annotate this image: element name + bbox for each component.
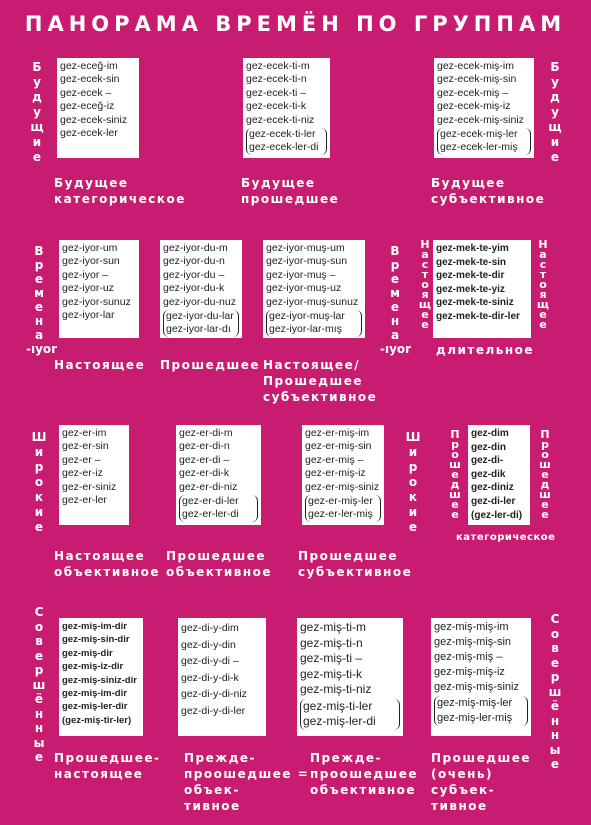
conjugation-line: gez-iyor-sunuz	[62, 295, 131, 308]
card-pluperfect	[178, 618, 266, 736]
card-future-categorical	[57, 58, 139, 158]
conjugation-line: gez-ecek-ti-niz	[246, 113, 315, 126]
conjugation-line: gez-iyor –	[62, 268, 109, 281]
conjugation-line: gez-mek-te-yim	[436, 243, 509, 254]
plural-variants-group	[266, 310, 362, 337]
card-iyor-past	[160, 240, 242, 338]
conjugation-line: gez-iyor-muş –	[266, 268, 336, 281]
conjugation-line: gez-iyor-muş-uz	[266, 282, 342, 295]
conjugation-line: gez-iyor-du-m	[163, 242, 228, 254]
conjugation-line: gez-iyor-lar-mış	[269, 323, 342, 336]
conjugation-line: gez-ecek-ler	[60, 127, 118, 140]
plural-variants-group	[434, 696, 528, 726]
conjugation-line: gez-di-y-di-ler	[181, 704, 246, 717]
card-wide-present	[59, 425, 129, 525]
label-past-present: Прошедшее- настоящее	[54, 751, 161, 781]
label-future-categorical: Будущее категорическое	[54, 176, 186, 206]
group-wide-left: Ш и р о к и е	[31, 430, 47, 534]
conjugation-line: gez-er-siniz	[62, 480, 117, 493]
group-future-left: Б у д у щ и е	[30, 60, 44, 164]
conjugation-line: gez-miş-iz-dir	[62, 661, 124, 673]
conjugation-line: gez-miş-dir	[62, 647, 113, 659]
group-present-cont-right: Н а с т о я щ е е	[536, 238, 550, 331]
conjugation-line: gez-ecek-sin	[60, 73, 120, 86]
conjugation-line: gez-ecek-miş –	[437, 86, 509, 99]
conjugation-line: gez-iyor-du –	[163, 268, 225, 281]
conjugation-line: gez-er-miş –	[305, 453, 364, 466]
conjugation-line: gez-ecek-ti-n	[246, 73, 307, 86]
plural-variants-group	[179, 495, 258, 522]
group-past-cat-left: П р о ш е д ш е е	[449, 428, 461, 521]
group-past-cat-right: П р о ш е д ш е е	[539, 428, 551, 521]
conjugation-line: gez-mek-te-sin	[436, 256, 507, 268]
conjugation-line: gez-iyor-muş-sunuz	[266, 295, 359, 308]
conjugation-line: gez-miş-miş-ler	[437, 697, 513, 709]
label-future-past: Будущее прошедшее	[241, 176, 340, 206]
conjugation-line: gez-ecek-miş-siniz	[437, 113, 524, 126]
conjugation-line: gez-iyor-um	[62, 242, 118, 254]
conjugation-line: gez-iyor-muş-sun	[266, 255, 348, 268]
card-future-subjective	[434, 58, 534, 158]
conjugation-line: gez-er-ler-di	[182, 508, 239, 521]
conjugation-line: gez-iyor-du-k	[163, 282, 225, 295]
conjugation-line: gez-miş-miş-iz	[434, 666, 505, 678]
group-wide-right: Ш и р о к и е	[405, 430, 421, 534]
label-pluperfect: Преждe- проошедшее = объек- тивное	[184, 751, 310, 813]
conjugation-line: gez-ecek-ti-k	[246, 100, 307, 113]
card-past-present	[59, 618, 143, 736]
conjugation-line: gez-er –	[62, 453, 101, 466]
conjugation-line: gez-iyor-lar-dı	[166, 323, 231, 336]
conjugation-line: gez-iyor-du-nuz	[163, 295, 236, 308]
label-wide-present: Настоящее объективное	[54, 549, 161, 579]
conjugation-line: gez-iyor-uz	[62, 282, 114, 295]
group-present-cont-left: Н а с т о я щ е е	[418, 238, 432, 331]
conjugation-line: gez-er-ler-miş	[308, 508, 373, 521]
conjugation-line: gez-miş-ler-dir	[62, 701, 128, 713]
card-past-categorical	[468, 425, 530, 525]
conjugation-line: gez-ecek –	[60, 86, 112, 99]
card-future-past	[243, 58, 330, 158]
conjugation-line: gez-dik	[471, 468, 506, 480]
conjugation-line: gez-ecek-ti –	[246, 86, 307, 99]
group-iyor-left: В р е м е н а -ıyor	[26, 244, 58, 356]
conjugation-line: gez-ecek-ti-ler	[249, 128, 316, 141]
conjugation-line: gez-iyor-muş-um	[266, 242, 345, 254]
conjugation-line: gez-er-im	[62, 427, 107, 439]
group-perfect-left: С о в е р ш ё н н ы е	[32, 605, 46, 764]
conjugation-line: gez-miş-ti-k	[300, 666, 362, 681]
conjugation-line: gez-miş-ti-ler	[303, 698, 373, 713]
card-wide-past	[176, 425, 261, 525]
conjugation-line: gez-ecek-miş-sin	[437, 73, 517, 86]
conjugation-line: gez-miş-ler-miş	[437, 712, 513, 724]
conjugation-line: gez-ecek-miş-im	[437, 60, 515, 72]
plural-variants-group	[305, 495, 381, 522]
conjugation-line: gez-ecek-ti-m	[246, 60, 310, 72]
conjugation-line: gez-er-di-ler	[182, 495, 239, 508]
plural-variants-group	[437, 128, 531, 155]
label-iyor-subjective: Настоящее/ Прошедшее субъективное	[263, 358, 378, 404]
conjugation-line: gez-iyor-du-n	[163, 255, 225, 268]
conjugation-line: gez-iyor-muş-lar	[269, 310, 345, 323]
conjugation-line: (gez-miş-tir-ler)	[62, 714, 132, 726]
conjugation-line: gez-di-y-di –	[181, 655, 239, 667]
conjugation-line: (gez-ler-di)	[471, 509, 523, 521]
label-mekte-continuous: длительное	[436, 343, 535, 357]
plural-variants-group	[163, 310, 239, 337]
card-iyor-present	[59, 240, 139, 338]
conjugation-line: gez-miş-miş –	[434, 651, 503, 663]
card-mekte-continuous	[433, 240, 531, 338]
conjugation-line: gez-er-sin	[62, 440, 109, 453]
conjugation-line: gez-er-di-m	[179, 427, 233, 439]
label-wide-past: Прошедшее объективное	[166, 549, 273, 579]
group-iyor-right: В р е м е н а -ıyor	[380, 244, 412, 356]
conjugation-line: gez-miş-miş-siniz	[434, 681, 519, 693]
conjugation-line: gez-er-miş-iz	[305, 467, 366, 480]
conjugation-line: gez-dim	[471, 428, 509, 439]
group-perfect-right: С о в е р ш ё н н ы е	[548, 612, 562, 771]
conjugation-line: gez-miş-ti-m	[300, 620, 366, 634]
conjugation-line: gez-mek-te-dir	[436, 270, 505, 282]
label-iyor-past: Прошедшее	[160, 358, 260, 372]
conjugation-line: gez-di-y-di-niz	[181, 688, 247, 700]
conjugation-line: gez-ecek-miş-iz	[437, 100, 511, 113]
conjugation-line: gez-er-di-niz	[179, 480, 238, 493]
card-iyor-subjective	[263, 240, 365, 338]
group-future-right: Б у д у щ и е	[548, 60, 562, 164]
conjugation-line: gez-ecek-miş-ler	[440, 128, 518, 141]
conjugation-line: gez-din	[471, 441, 506, 453]
card-pluperfect-objective	[297, 618, 403, 736]
conjugation-line: gez-er-di-n	[179, 440, 230, 453]
card-past-very-subjective	[431, 618, 531, 736]
conjugation-line: gez-di-y-dim	[181, 622, 239, 634]
conjugation-line: gez-iyor-sun	[62, 255, 120, 268]
conjugation-line: gez-mek-te-yiz	[436, 283, 505, 295]
label-wide-subjective: Прошедшее субъективное	[298, 549, 413, 579]
conjugation-line: gez-miş-im-dir	[62, 621, 127, 632]
card-wide-subjective	[302, 425, 384, 525]
page-title: ПАНОРАМА ВРЕМЁН ПО ГРУППАМ	[24, 12, 567, 36]
label-past-very-subjective: Прошедшее (очень) субъек- тивное	[431, 751, 531, 813]
conjugation-line: gez-eceğ-iz	[60, 100, 115, 113]
conjugation-line: gez-mek-te-siniz	[436, 297, 514, 309]
conjugation-line: gez-iyor-du-lar	[166, 310, 234, 323]
conjugation-line: gez-er-miş-siniz	[305, 480, 380, 493]
conjugation-line: gez-ecek-siniz	[60, 113, 128, 126]
conjugation-line: gez-di-	[471, 455, 504, 467]
conjugation-line: gez-mek-te-dir-ler	[436, 310, 520, 322]
conjugation-line: gez-eceğ-im	[60, 60, 118, 72]
conjugation-line: gez-er-di-k	[179, 467, 230, 480]
conjugation-line: gez-di-y-di-k	[181, 671, 239, 684]
conjugation-line: gez-diniz	[471, 482, 514, 494]
plural-variants-group	[300, 699, 400, 730]
conjugation-line: gez-er-iz	[62, 467, 103, 480]
conjugation-line: gez-iyor-lar	[62, 309, 115, 322]
conjugation-line: gez-miş-ti-niz	[300, 682, 372, 696]
label-future-subjective: Будущее субъективное	[431, 176, 546, 206]
conjugation-line: gez-miş-siniz-dir	[62, 674, 137, 686]
conjugation-line: gez-miş-ti –	[300, 651, 363, 665]
conjugation-line: gez-er-miş-im	[305, 427, 370, 439]
conjugation-line: gez-er-miş-sin	[305, 440, 372, 453]
conjugation-line: gez-miş-sin-dir	[62, 634, 130, 646]
conjugation-line: gez-miş-miş-sin	[434, 636, 511, 648]
conjugation-line: gez-di-ler	[471, 495, 516, 507]
conjugation-line: gez-er-di –	[179, 453, 230, 466]
label-iyor-present: Настоящее	[54, 358, 146, 372]
conjugation-line: gez-miş-ler-di	[303, 714, 376, 728]
conjugation-line: gez-di-y-din	[181, 638, 236, 651]
conjugation-line: gez-er-ler	[62, 494, 107, 507]
label-past-categorical: категорическое	[456, 532, 556, 543]
conjugation-line: gez-ecek-ler-miş	[440, 141, 518, 154]
label-pluperfect-objective: Преждe- проошедшее объективное	[310, 751, 418, 797]
conjugation-line: gez-er-miş-ler	[308, 495, 373, 508]
conjugation-line: gez-miş-im-dir	[62, 688, 127, 700]
conjugation-line: gez-ecek-ler-di	[249, 141, 319, 154]
plural-variants-group	[246, 128, 327, 155]
conjugation-line: gez-miş-miş-im	[434, 621, 509, 633]
conjugation-line: gez-miş-ti-n	[300, 635, 363, 650]
